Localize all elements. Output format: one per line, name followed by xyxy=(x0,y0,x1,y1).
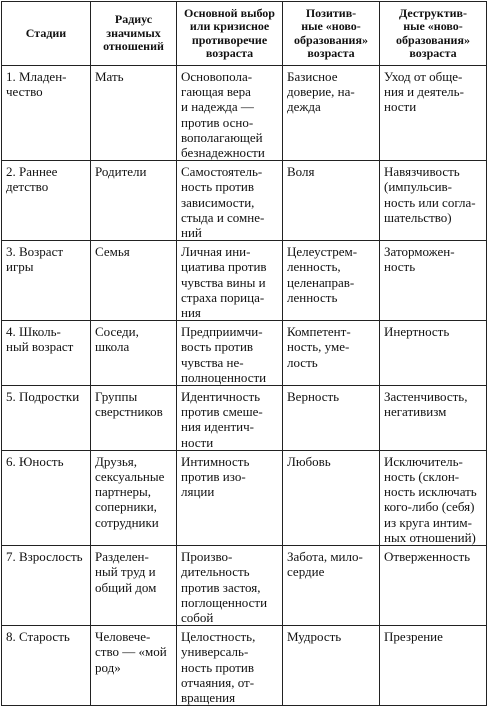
destructive-cell: Заторможен- ность xyxy=(380,241,487,321)
destructive-cell: Презрение xyxy=(380,626,487,706)
radius-cell: Группы сверстников xyxy=(91,386,177,451)
table-row xyxy=(2,321,487,386)
radius-cell: Соседи, школа xyxy=(91,321,177,386)
positive-cell: Забота, мило- сердие xyxy=(283,546,380,626)
positive-cell: Воля xyxy=(283,161,380,241)
destructive-cell: Отверженность xyxy=(380,546,487,626)
crisis-cell: Идентичность против смеше- ния идентич- ности xyxy=(177,386,283,451)
radius-cell: Мать xyxy=(91,66,177,161)
radius-cell: Друзья, сексуальные партнеры, соперники, сотрудники xyxy=(91,450,177,545)
radius-cell: Семья xyxy=(91,241,177,321)
positive-cell: Мудрость xyxy=(283,626,380,706)
table-row xyxy=(2,546,487,626)
positive-cell: Любовь xyxy=(283,450,380,545)
stage-cell: 8. Старость xyxy=(2,626,91,706)
stage-cell: 1. Младен- чество xyxy=(2,66,91,161)
crisis-cell: Целостность, универсаль- ность против отчаяния, от- вращения xyxy=(177,626,283,706)
stage-cell: 6. Юность xyxy=(2,450,91,545)
header-row xyxy=(2,2,487,66)
table-row xyxy=(2,626,487,706)
stage-cell: 7. Взрослость xyxy=(2,546,91,626)
crisis-cell: Интимность против изо- ляции xyxy=(177,450,283,545)
crisis-cell: Предприимчи- вость против чувства не- полноценности xyxy=(177,321,283,386)
stage-cell: 5. Подростки xyxy=(2,386,91,451)
positive-cell: Целеустрем- ленность, целенаправ- ленность xyxy=(283,241,380,321)
header-stages: Стадии xyxy=(2,2,91,66)
header-radius: Радиус значимых отношений xyxy=(91,2,177,66)
table-row xyxy=(2,161,487,241)
table-row xyxy=(2,450,487,545)
stage-cell: 2. Раннее детство xyxy=(2,161,91,241)
erikson-stages-table xyxy=(1,1,487,706)
crisis-cell: Самостоятель- ность против зависимости, стыда и сомне- ний xyxy=(177,161,283,241)
destructive-cell: Инертность xyxy=(380,321,487,386)
header-positive: Позитив- ные «ново- образования» возраста xyxy=(283,2,380,66)
destructive-cell: Застенчивость, негативизм xyxy=(380,386,487,451)
destructive-cell: Исключитель- ность (склон- ность исключать кого-либо (себя) из круга интим- ных отношений) xyxy=(380,450,487,545)
destructive-cell: Навязчивость (импульсив- ность или согла- шательство) xyxy=(380,161,487,241)
positive-cell: Верность xyxy=(283,386,380,451)
stage-cell: 3. Возраст игры xyxy=(2,241,91,321)
table-row xyxy=(2,66,487,161)
radius-cell: Разделен- ный труд и общий дом xyxy=(91,546,177,626)
radius-cell: Родители xyxy=(91,161,177,241)
crisis-cell: Произво- дительность против застоя, поглощенности собой xyxy=(177,546,283,626)
crisis-cell: Основопола- гающая вера и надежда — против осно- вополагающей безнадежности xyxy=(177,66,283,161)
header-crisis: Основной выбор или кризисное противоречие возраста xyxy=(177,2,283,66)
header-destructive: Деструктив- ные «ново- образования» возраста xyxy=(380,2,487,66)
table-row xyxy=(2,386,487,451)
stage-cell: 4. Школь- ный возраст xyxy=(2,321,91,386)
positive-cell: Базисное доверие, на- дежда xyxy=(283,66,380,161)
table-row xyxy=(2,241,487,321)
positive-cell: Компетент- ность, уме- лость xyxy=(283,321,380,386)
crisis-cell: Личная ини- циатива против чувства вины и страха порица- ния xyxy=(177,241,283,321)
destructive-cell: Уход от обще- ния и деятель- ности xyxy=(380,66,487,161)
radius-cell: Человече- ство — «мой род» xyxy=(91,626,177,706)
